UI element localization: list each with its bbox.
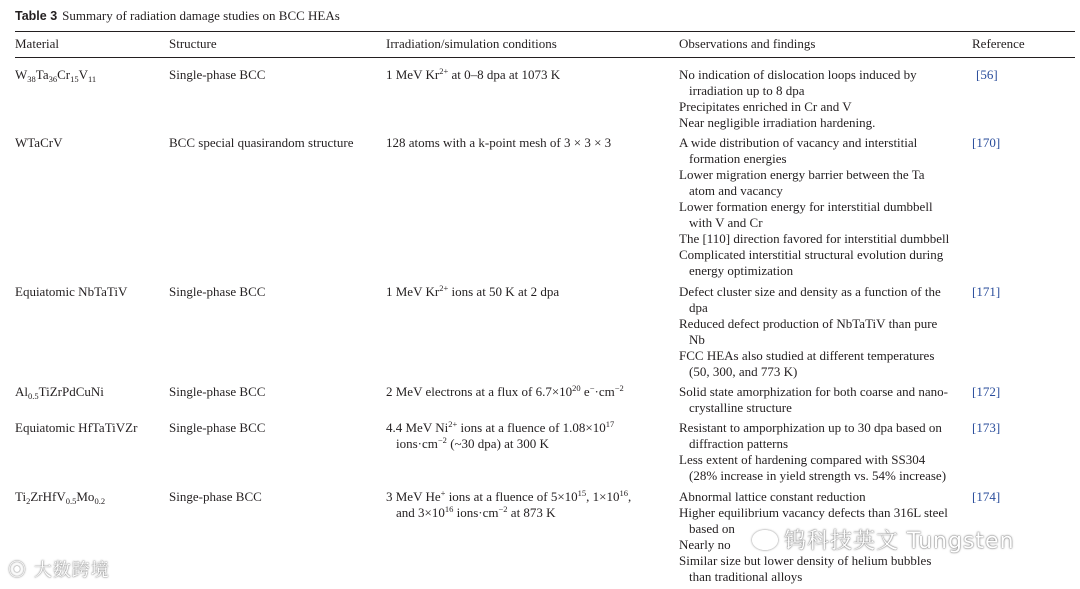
table-label: Table 3 bbox=[15, 9, 58, 23]
observation-item-cont: based on bbox=[689, 521, 735, 536]
row5-material: Equiatomic HfTaTiVZr bbox=[15, 420, 138, 435]
row1-reference-link[interactable]: [56] bbox=[976, 67, 998, 82]
row6-reference-link[interactable]: [174] bbox=[972, 489, 1001, 504]
observation-item: Near negligible irradiation hardening. bbox=[679, 115, 876, 130]
observation-item: Reduced defect production of NbTaTiV than pure bbox=[679, 316, 938, 331]
row5-conditions: 4.4 MeV $Ni^{2+}$ ions at a fluence of $1.08\times 10^{17}$ $ions\cdot cm^{-2}$ (~30 dpa) at 300 K bbox=[386, 419, 615, 451]
observation-item: Complicated interstitial structural evolution during bbox=[679, 247, 944, 262]
row4-reference-link[interactable]: [172] bbox=[972, 384, 1001, 399]
row6-conditions: 3 MeV He+ ions at a fluence of $5\times 10^{15}$, $1\times 10^{16}$, and $3\times 10^{16}$ $ions\cdot cm^{-2}$ at 873 K bbox=[386, 488, 632, 520]
observation-item: Solid state amorphization for both coarse and nano- bbox=[679, 384, 948, 399]
header-reference: Reference bbox=[972, 36, 1025, 51]
row4-conditions: 2 MeV electrons at a flux of $6.7\times 10^{20}$ $e^-\cdot cm^{-2}$ bbox=[386, 383, 624, 399]
observation-item-cont: irradiation up to 8 dpa bbox=[689, 83, 805, 98]
header-structure: Structure bbox=[169, 36, 217, 51]
row2-observations bbox=[679, 135, 949, 279]
row4-material: $Al_{0.5}TiZrPdCuNi$ bbox=[15, 384, 104, 401]
table-top-rule bbox=[15, 31, 1075, 32]
header-conditions: Irradiation/simulation conditions bbox=[386, 36, 557, 51]
row6-structure: Singe-phase BCC bbox=[169, 489, 262, 504]
observation-item-cont: than traditional alloys bbox=[689, 569, 803, 584]
table-caption bbox=[15, 8, 340, 24]
row2-reference-link[interactable]: [170] bbox=[972, 135, 1001, 150]
row5-observations bbox=[679, 420, 946, 484]
row5-reference-link[interactable]: [173] bbox=[972, 420, 1001, 435]
observation-item: Defect cluster size and density as a function of the bbox=[679, 284, 941, 299]
observation-item-cont: (28% increase in yield strength vs. 54% increase) bbox=[689, 468, 947, 483]
watermark-right-text: 钨科技英文 Tungsten bbox=[784, 529, 1015, 554]
observation-item: Higher equilibrium vacancy defects than 316L steel bbox=[679, 505, 948, 520]
row2-structure: BCC special quasirandom structure bbox=[169, 135, 354, 150]
observation-item: FCC HEAs also studied at different temperatures bbox=[679, 348, 935, 363]
row4-structure: Single-phase BCC bbox=[169, 384, 266, 399]
row1-structure: Single-phase BCC bbox=[169, 67, 266, 82]
row3-observations bbox=[679, 284, 941, 380]
row4-observations bbox=[679, 384, 948, 416]
table-title: Summary of radiation damage studies on BCC HEAs bbox=[62, 8, 340, 23]
observation-item: Resistant to amporphization up to 30 dpa based on bbox=[679, 420, 942, 435]
observation-item: Similar size but lower density of helium bubbles bbox=[679, 553, 932, 568]
row1-material: $W_{38}Ta_{36}Cr_{15}V_{11}$ bbox=[15, 67, 97, 84]
observation-item-cont: formation energies bbox=[689, 151, 787, 166]
observation-item-cont: atom and vacancy bbox=[689, 183, 783, 198]
observation-item: A wide distribution of vacancy and interstitial bbox=[679, 135, 918, 150]
observation-item-cont: Nb bbox=[689, 332, 705, 347]
observation-item-cont: energy optimization bbox=[689, 263, 794, 278]
watermark-left bbox=[8, 556, 110, 582]
row3-material: Equiatomic NbTaTiV bbox=[15, 284, 128, 299]
observation-item: Lower migration energy barrier between the Ta bbox=[679, 167, 925, 182]
observation-item: Lower formation energy for interstitial dumbbell bbox=[679, 199, 933, 214]
row5-structure: Single-phase BCC bbox=[169, 420, 266, 435]
watermark-logo-icon: ⦿ bbox=[8, 560, 34, 581]
row2-material: WTaCrV bbox=[15, 135, 63, 150]
watermark-right bbox=[752, 524, 1015, 555]
wechat-icon bbox=[752, 530, 778, 550]
header-observations: Observations and findings bbox=[679, 36, 816, 51]
watermark-left-text: 大数跨境 bbox=[33, 560, 110, 581]
observation-item: Precipitates enriched in Cr and V bbox=[679, 99, 852, 114]
header-material: Material bbox=[15, 36, 60, 51]
row3-reference-link[interactable]: [171] bbox=[972, 284, 1001, 299]
observation-item-cont: crystalline structure bbox=[689, 400, 792, 415]
observation-item: No indication of dislocation loops induced by bbox=[679, 67, 917, 82]
observation-item-cont: (50, 300, and 773 K) bbox=[689, 364, 798, 379]
observation-item: Less extent of hardening compared with SS304 bbox=[679, 452, 926, 467]
row6-material: $Ti_2ZrHfV_{0.5}Mo_{0.2}$ bbox=[15, 489, 106, 506]
observation-item: Abnormal lattice constant reduction bbox=[679, 489, 866, 504]
row2-conditions: 128 atoms with a k-point mesh of 3 × 3 × 3 bbox=[386, 135, 612, 150]
row1-observations bbox=[679, 67, 917, 131]
observation-item-cont: diffraction patterns bbox=[689, 436, 789, 451]
row3-conditions: 1 MeV $Kr^{2+}$ ions at 50 K at 2 dpa bbox=[386, 283, 560, 299]
observation-item-cont: dpa bbox=[689, 300, 708, 315]
observation-item-cont: with V and Cr bbox=[689, 215, 763, 230]
table-header-rule bbox=[15, 57, 1075, 58]
row1-conditions: 1 MeV $Kr^{2+}$ at 0–8 dpa at 1073 K bbox=[386, 66, 561, 82]
row3-structure: Single-phase BCC bbox=[169, 284, 266, 299]
observation-item: The [110] direction favored for interstitial dumbbell bbox=[679, 231, 950, 246]
observation-item: Nearly no bbox=[679, 537, 731, 552]
